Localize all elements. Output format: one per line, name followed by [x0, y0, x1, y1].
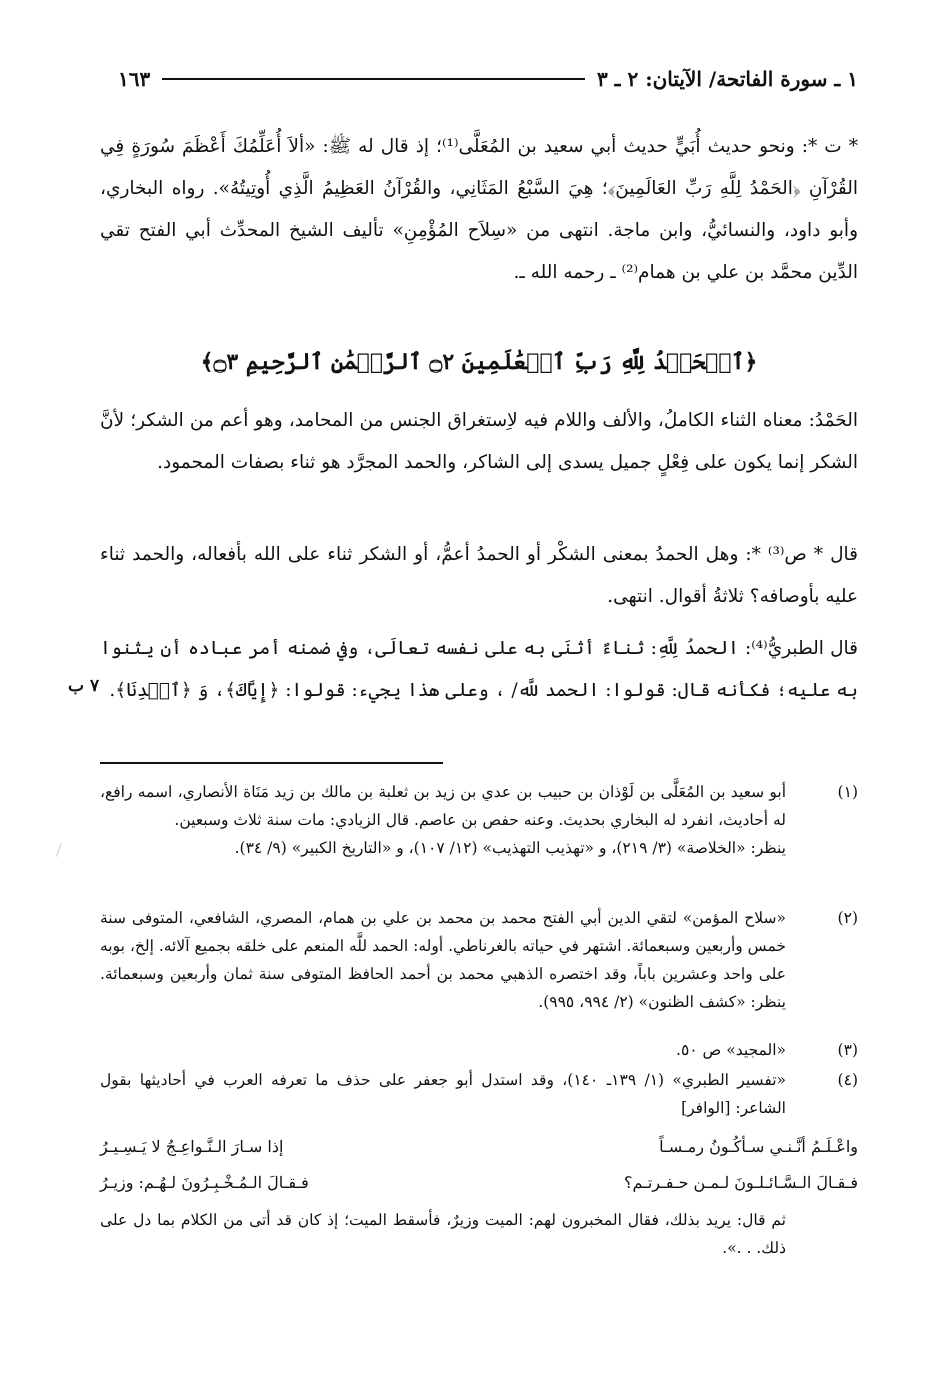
footnote-number: (٢)	[837, 909, 858, 927]
poem-hemistich-second: فـقـالَ الـمُـخْـبِـرُونَ لـهُـم: وزيـرُ	[100, 1173, 309, 1192]
footnote-text: أبو سعيد بن المُعَلَّى بن لَوْذان بن حبيب بن عدي بن زيد بن ثعلبة بن مالك بن زيد مَنَاة الأنصاري، اسمه رافع، له أحاديث، انفرد له البخاري بحديث. وعنه حفص بن عاصم. قال الزيادي: مات سنة ثلاث وسبعين.	[100, 783, 786, 829]
paragraph-definition: الحَمْدُ: معناه الثناء الكاملُ، والألف واللام فيه لاِستغراق الجنس من المحامد، وهو أعم من الشكر؛ لأنَّ الشكر إنما يكون على فِعْلٍ جميل يسدى إلى الشاكر، والحمد المجرَّد هو ثناء بصفات المحمود.	[100, 410, 858, 473]
poem-hemistich-first: فـقـالَ الـسَّـائـلـونَ لـمـن حـفـرتـم؟	[623, 1173, 858, 1192]
header-rule	[162, 78, 585, 80]
paragraph-tabari: قال الطبريُّ⁽⁴⁾: الحمدُ لِلَّهِ: ثناءٌ أثنَى به على نفسه تعالَى، وفي ضمنه أمر عباده أن يثنوا به عليه؛ فكأنه قال: قولوا: الحمد للَّه/ ، وعلى هذا يجيء: قولوا: ﴿إِيَّاكَ﴾، وَ ﴿ٱهۡدِنَا﴾.	[100, 638, 858, 701]
footnote-text: «تفسير الطبري» (١/ ١٣٩ـ ١٤٠)، وقد استدل أبو جعفر على حذف ما تعرفه العرب في أحاديثها بقول الشاعر: [الوافر]	[100, 1071, 787, 1117]
footnote-4	[100, 1066, 858, 1122]
footnote-1	[100, 778, 858, 862]
margin-folio-note: ٧ ب	[68, 676, 100, 696]
footnote-separator	[100, 762, 443, 764]
poem-line	[100, 1130, 858, 1164]
page-number: ١٦٣	[118, 67, 151, 91]
scan-mark	[56, 843, 73, 861]
footnote-reference: ينظر: «الخلاصة» (٣/ ٢١٩)، و «تهذيب التهذيب» (١٢/ ١٠٧)، و «التاريخ الكبير» (٩/ ٣٤).	[234, 839, 786, 857]
footnote-2	[100, 904, 858, 1016]
footnote-4-continuation	[100, 1206, 858, 1262]
poem-hemistich-second: إذا سـارَ الـنَّـواعِـجُ لا يَـسِـيـرُ	[100, 1137, 284, 1156]
poem-hemistich-first: واعْـلَـمُ أنَّـنـي سـأكُـونُ رمـسـاً	[659, 1137, 858, 1156]
footnote-number: (٣)	[837, 1041, 858, 1059]
quran-verse: ﴿ٱلۡحَمۡدُ لِلَّهِ رَبِّ ٱلۡعَٰلَمِينَ ۝٢ ٱلرَّحۡمَٰنِ ٱلرَّحِيمِ ۝٣﴾	[200, 349, 758, 375]
paragraph-hadith: * ت *: ونحو حديث أُبَيٍّ حديث أبي سعيد بن المُعَلَّى⁽¹⁾؛ إذ قال له ﷺ: «ألاَ أُعَلِّمُكَ أَعْظَمَ سُورَةٍ فِي القُرْآنِ ﴿الحَمْدُ لِلَّهِ رَبِّ العَالَمِينَ﴾؛ هِيَ السَّبْعُ المَثَانِي، والقُرْآنُ العَظِيمُ الَّذِي أُوتِيتُهُ». رواه البخاري، وأبو داود، والنسائيُّ، وابن ماجة. انتهى من «سِلاَح المُؤْمِنِ» تأليف الشيخ المحدِّث أبي الفتح تقي الدِّين محمَّد بن علي بن همام⁽²⁾ ـ رحمه الله ـ.	[100, 136, 858, 283]
footnote-number: (١)	[837, 783, 858, 801]
footnote-text: ثم قال: يريد بذلك، فقال المخبرون لهم: الميت وزيرٌ، فأسقط الميت؛ إذ كان قد أتى من الكلام بما دل على ذلك. . .».	[100, 1211, 786, 1257]
footnote-text: «سلاح المؤمن» لتقي الدين أبي الفتح محمد بن محمد بن علي بن همام، المصري، الشافعي، المتوفى سنة خمس وأربعين وسبعمائة. اشتهر في حياته بالغرناطي. أوله: الحمد للَّه المنعم على خلقه بجميع آلائه. إلخ، بوبه على واحد وعشرين باباً، وقد اختصره الذهبي محمد بن أحمد الحافظ المتوفى سنة ثمان وأربعين وسبعمائة. ينظر: «كشف الظنون» (٢/ ٩٩٤، ٩٩٥).	[99, 909, 786, 1011]
paragraph-opinions: قال * ص⁽³⁾ *: وهل الحمدُ بمعنى الشكْر أو الحمدُ أعمُّ، أو الشكر ثناء على الله بأفعاله، والحمد ثناء عليه بأوصافه؟ ثلاثةُ أقوال. انتهى.	[100, 544, 859, 607]
poem-line	[100, 1166, 858, 1200]
chapter-title: ١ ـ سورة الفاتحة/ الآيتان: ٢ ـ ٣	[596, 67, 858, 91]
footnote-3	[100, 1036, 858, 1064]
running-header	[118, 66, 858, 92]
footnote-text: «المجيد» ص ٥٠.	[676, 1041, 786, 1059]
footnote-number: (٤)	[837, 1071, 858, 1089]
